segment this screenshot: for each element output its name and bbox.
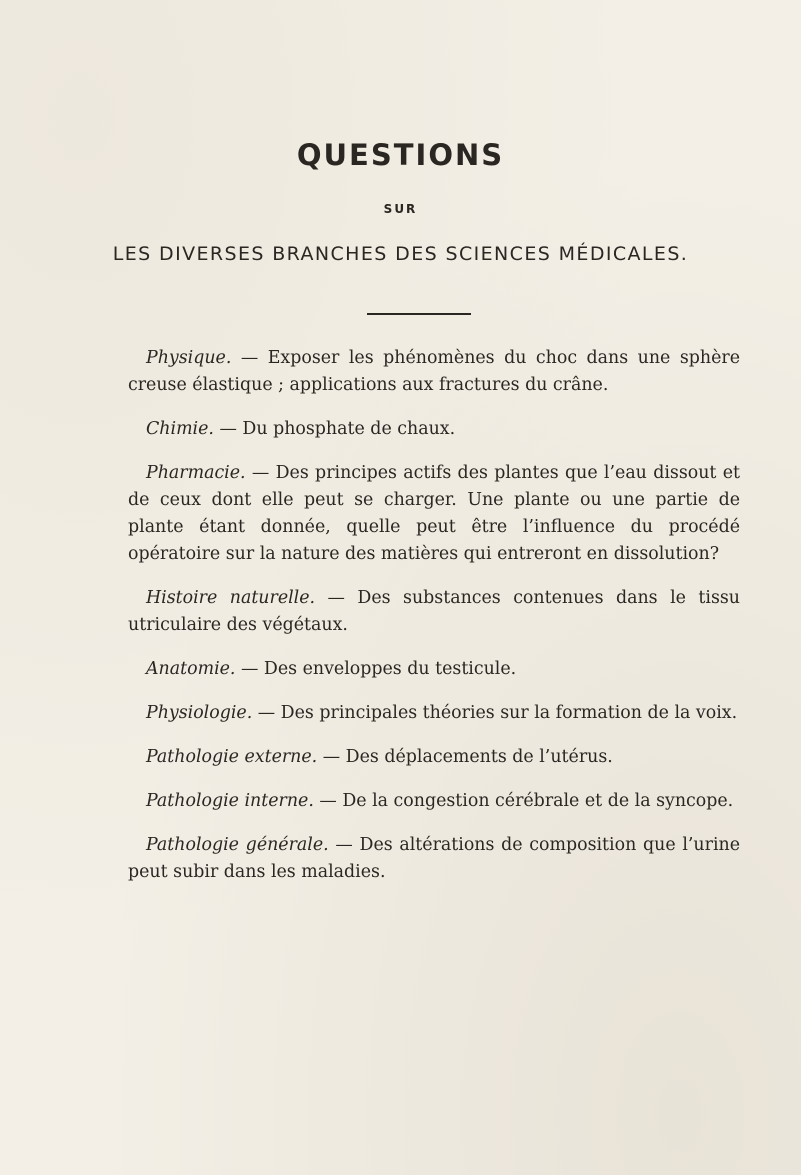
question-label: Physiologie. [146,703,253,723]
question-physique [128,345,740,399]
question-text: — Des enveloppes du testicule. [235,659,517,679]
question-text: — Des altérations de composition que l’urine peut subir dans les maladies. [128,835,740,882]
question-label: Pathologie externe. [146,747,318,767]
question-label: Histoire naturelle. [146,588,316,608]
question-pharmacie [128,460,740,568]
question-label: Pathologie interne. [146,791,314,811]
question-label: Pathologie générale. [146,835,329,855]
title-divider [367,313,471,315]
question-text: — Des déplacements de l’utérus. [317,747,613,767]
question-text: — Des principales théories sur la formation de la voix. [252,703,738,723]
question-pathologie-externe [128,744,740,771]
question-label: Physique. [146,348,232,368]
question-pathologie-interne [128,788,740,815]
question-histoire-naturelle [128,585,740,639]
page-title: QUESTIONS [296,138,505,172]
question-text: — Des substances contenues dans le tissu utriculaire des végétaux. [128,588,740,635]
question-text: — Du phosphate de chaux. [213,419,456,439]
question-pathologie-generale [128,832,740,886]
question-label: Chimie. [146,419,214,439]
questions-list [128,345,740,903]
question-chimie [128,416,740,443]
page-subtitle: LES DIVERSES BRANCHES DES SCIENCES MÉDICALES. [112,243,689,265]
connector-word: SUR [383,202,418,216]
question-physiologie [128,700,740,727]
question-label: Pharmacie. [146,463,246,483]
question-text: — De la congestion cérébrale et de la syncope. [313,791,734,811]
question-text: — Des principes actifs des plantes que l’eau dissout et de ceux dont elle peut se charger. Une plante ou une partie de plante étant donnée, quelle peut être l’influence du procédé opératoire sur la nature des matières qui entreront en dissolution? [128,463,740,564]
question-anatomie [128,656,740,683]
question-label: Anatomie. [146,659,236,679]
question-text: — Exposer les phénomènes du choc dans une sphère creuse élastique ; applications aux fractures du crâne. [128,348,740,395]
